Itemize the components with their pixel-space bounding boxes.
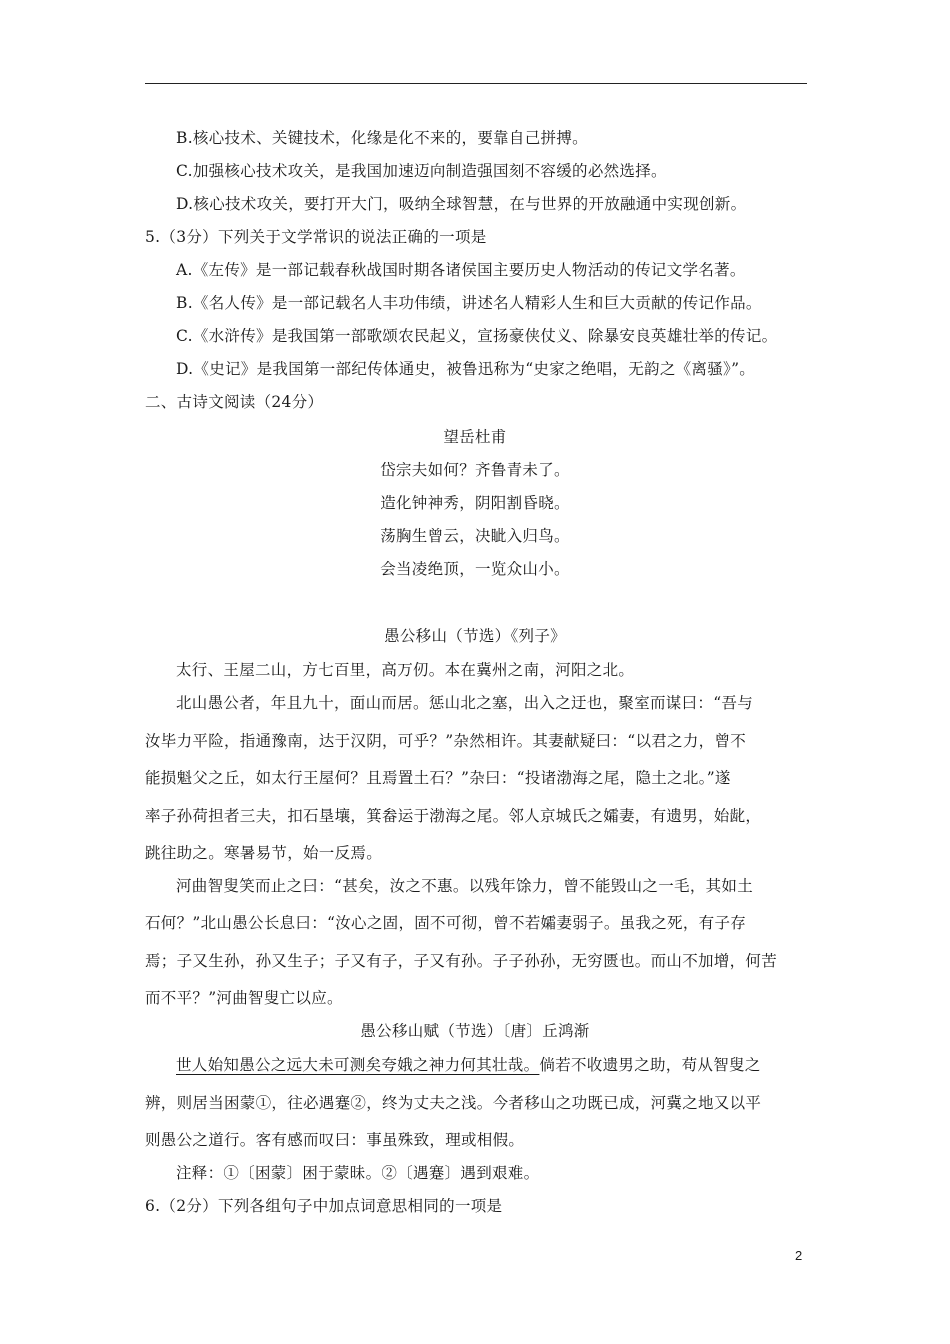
fu-line-rest: 倘若不收遗男之助，苟从智叟之 bbox=[539, 1056, 761, 1074]
poem-line: 荡胸生曾云，决眦入归鸟。 bbox=[380, 527, 570, 545]
yugong-paragraph-line: 能损魁父之丘，如太行王屋何？且焉置土石？”杂曰：“投诸渤海之尾，隐土之北。”遂 bbox=[145, 769, 731, 787]
q6-stem: 6.（2分）下列各组句子中加点词意思相同的一项是 bbox=[145, 1197, 503, 1215]
yugong-paragraph-line: 石何？”北山愚公长息曰：“汝心之固，固不可彻，曾不若孀妻弱子。虽我之死，有子存 bbox=[145, 914, 747, 932]
yugong-title: 愚公移山（节选）《列子》 bbox=[384, 627, 566, 645]
q5-option-b: B.《名人传》是一部记载名人丰功伟绩，讲述名人精彩人生和巨大贡献的传记作品。 bbox=[176, 294, 762, 312]
poem-line: 会当凌绝顶，一览众山小。 bbox=[380, 560, 570, 578]
yugong-paragraph-line: 河曲智叟笑而止之曰：“甚矣，汝之不惠。以残年馀力，曾不能毁山之一毛，其如土 bbox=[176, 877, 754, 895]
q4-option-d: D.核心技术攻关，要打开大门，吸纳全球智慧，在与世界的开放融通中实现创新。 bbox=[176, 195, 747, 213]
header-rule bbox=[145, 83, 807, 84]
underlined-sentence: 世人始知愚公之远大未可测矣夸娥之神力何其壮哉。 bbox=[176, 1056, 540, 1074]
q5-option-d: D.《史记》是我国第一部纪传体通史，被鲁迅称为“史家之绝唱，无韵之《离骚》”。 bbox=[176, 360, 756, 378]
q5-option-a: A.《左传》是一部记载春秋战国时期各诸侯国主要历史人物活动的传记文学名著。 bbox=[176, 261, 746, 279]
q5-stem: 5.（3分）下列关于文学常识的说法正确的一项是 bbox=[145, 228, 487, 246]
poem-title: 望岳杜甫 bbox=[443, 428, 507, 446]
fu-paragraph-line: 辨，则居当困蒙①，往必遇蹇②，终为丈夫之浅。今者移山之功既已成，河冀之地又以平 bbox=[145, 1094, 762, 1112]
yugong-paragraph-line: 率子孙荷担者三夫，扣石垦壤，箕畚运于渤海之尾。邻人京城氏之孀妻，有遗男，始龀， bbox=[145, 807, 762, 825]
poem-line: 岱宗夫如何？齐鲁青未了。 bbox=[380, 461, 570, 479]
q4-option-c: C.加强核心技术攻关，是我国加速迈向制造强国刻不容缓的必然选择。 bbox=[176, 162, 667, 180]
poem-line: 造化钟神秀，阴阳割昏晓。 bbox=[380, 494, 570, 512]
page-number: 2 bbox=[795, 1248, 803, 1263]
fu-title: 愚公移山赋（节选）〔唐〕丘鸿渐 bbox=[360, 1022, 590, 1040]
yugong-paragraph-line: 而不平？”河曲智叟亡以应。 bbox=[145, 989, 343, 1007]
fu-paragraph-line: 则愚公之道行。客有感而叹曰：事虽殊致，理或相假。 bbox=[145, 1131, 525, 1149]
q4-option-b: B.核心技术、关键技术，化缘是化不来的，要靠自己拼搏。 bbox=[176, 129, 588, 147]
yugong-paragraph-line: 北山愚公者，年且九十，面山而居。惩山北之塞，出入之迂也，聚室而谋曰：“吾与 bbox=[176, 694, 754, 712]
section-heading: 二、古诗文阅读（24分） bbox=[145, 393, 324, 411]
fu-paragraph-line bbox=[176, 1054, 761, 1076]
yugong-paragraph-line: 跳往助之。寒暑易节，始一反焉。 bbox=[145, 844, 383, 862]
yugong-paragraph-line: 焉；子又生孙，孙又生子；子又有子，子又有孙。子子孙孙，无穷匮也。而山不加增，何苦 bbox=[145, 952, 778, 970]
annotation-note: 注释：①〔困蒙〕困于蒙昧。②〔遇蹇〕遇到艰难。 bbox=[176, 1164, 540, 1182]
q5-option-c: C.《水浒传》是我国第一部歌颂农民起义，宣扬豪侠仗义、除暴安良英雄壮举的传记。 bbox=[176, 327, 778, 345]
yugong-paragraph-line: 太行、王屋二山，方七百里，高万仞。本在冀州之南，河阳之北。 bbox=[176, 661, 635, 679]
yugong-paragraph-line: 汝毕力平险，指通豫南，达于汉阴，可乎？”杂然相许。其妻献疑曰：“以君之力，曾不 bbox=[145, 732, 747, 750]
